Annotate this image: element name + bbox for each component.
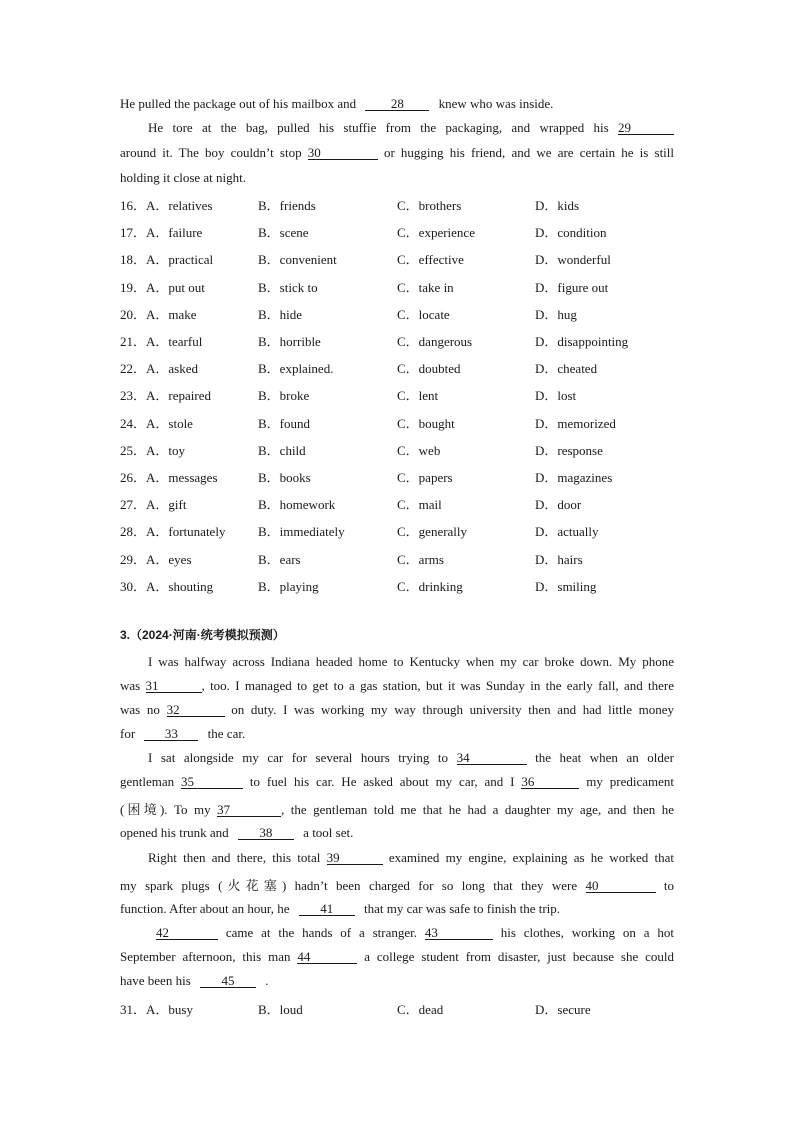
blank-29[interactable]: 29 <box>618 121 674 135</box>
option-text: A．relatives <box>146 198 213 213</box>
passage-line: was no 32 on duty. I was working my way through university then and had little money <box>120 702 675 717</box>
passage-line: (困境). To my 37 , the gentleman told me that he had a daughter my age, and then he <box>120 802 675 817</box>
question-row <box>120 304 680 322</box>
question-row <box>120 576 680 594</box>
option-c[interactable] <box>397 467 453 486</box>
blank-28[interactable]: 28 <box>365 97 429 111</box>
option-a[interactable] <box>120 358 198 377</box>
option-b[interactable] <box>258 249 337 268</box>
option-text: D．memorized <box>535 415 616 431</box>
option-text: A．stole <box>146 415 193 431</box>
option-a[interactable] <box>120 331 202 350</box>
option-d[interactable] <box>535 467 612 486</box>
option-b[interactable] <box>258 549 301 568</box>
option-text: D．secure <box>535 1002 591 1017</box>
option-text: A．messages <box>146 470 218 485</box>
option-b[interactable] <box>258 999 303 1018</box>
option-text: B．ears <box>258 551 301 567</box>
option-b[interactable] <box>258 494 335 513</box>
option-c[interactable] <box>397 304 450 323</box>
option-a[interactable] <box>120 494 186 513</box>
question-number: 26． <box>120 470 147 485</box>
blank-38[interactable]: 38 <box>238 826 294 840</box>
option-text: B．immediately <box>258 524 345 540</box>
option-text: C．dangerous <box>397 334 473 349</box>
option-text: C．drinking <box>397 578 463 594</box>
option-d[interactable] <box>535 549 583 568</box>
option-d[interactable] <box>535 999 591 1018</box>
option-text: C．doubted <box>397 361 461 377</box>
section-heading: 3.（2024·河南·统考模拟预测） <box>120 628 285 642</box>
question-row <box>120 999 680 1017</box>
question-row <box>120 222 680 240</box>
option-b[interactable] <box>258 467 311 486</box>
blank-37[interactable]: 37 <box>217 803 281 817</box>
option-text: B．explained. <box>258 361 334 377</box>
option-a[interactable] <box>120 576 213 595</box>
question-row <box>120 195 680 213</box>
passage-line: function. After about an hour, he 41 that my car was safe to finish the trip. <box>120 901 561 916</box>
option-text: D．kids <box>535 198 580 213</box>
option-text: C．mail <box>397 497 442 513</box>
passage-line: He tore at the bag, pulled his stuffie from the packaging, and wrapped his 29 <box>120 120 674 136</box>
option-text: B．horrible <box>258 334 321 349</box>
option-text: B．stick to <box>258 279 318 295</box>
passage-line: gentleman 35 to fuel his car. He asked about my car, and I 36 my predicament <box>120 774 674 789</box>
question-number: 22． <box>120 361 147 377</box>
option-a[interactable] <box>120 521 225 540</box>
option-c[interactable] <box>397 576 463 595</box>
option-text: C．take in <box>397 279 454 295</box>
option-text: D．actually <box>535 524 599 540</box>
question-row <box>120 277 680 295</box>
option-text: D．smiling <box>535 578 597 594</box>
option-a[interactable] <box>120 277 205 296</box>
option-text: B．loud <box>258 1002 303 1017</box>
option-a[interactable] <box>120 385 211 404</box>
option-d[interactable] <box>535 494 581 513</box>
passage-line: was 31 , too. I managed to get to a gas station, but it was Sunday in the early fall, and there <box>120 678 674 693</box>
option-a[interactable] <box>120 304 197 323</box>
question-number: 27． <box>120 497 147 513</box>
option-c[interactable] <box>397 249 464 268</box>
option-text: C．experience <box>397 225 475 241</box>
option-d[interactable] <box>535 358 597 377</box>
blank-41[interactable]: 41 <box>299 902 355 916</box>
option-d[interactable] <box>535 440 603 459</box>
option-a[interactable] <box>120 249 213 268</box>
blank-31[interactable]: 31 <box>146 679 202 693</box>
passage-line: my spark plugs (火花塞) hadn’t been charged for so long that they were 40 to <box>120 878 675 893</box>
option-text: B．playing <box>258 578 319 594</box>
blank-33[interactable]: 33 <box>144 727 198 741</box>
blank-43[interactable]: 43 <box>425 926 493 940</box>
option-c[interactable] <box>397 385 438 404</box>
option-text: D．lost <box>535 388 577 404</box>
option-a[interactable] <box>120 549 192 568</box>
option-b[interactable] <box>258 277 318 296</box>
option-c[interactable] <box>397 413 455 432</box>
passage-line: holding it close at night. <box>120 170 247 185</box>
option-b[interactable] <box>258 413 310 432</box>
question-number: 16． <box>120 198 147 213</box>
question-number: 31． <box>120 1002 147 1017</box>
passage-line: He pulled the package out of his mailbox and 28 knew who was inside. <box>120 96 554 111</box>
question-number: 28． <box>120 524 147 540</box>
option-text: B．books <box>258 470 311 485</box>
option-text: A．fortunately <box>146 524 226 540</box>
option-text: D．condition <box>535 225 607 241</box>
option-text: A．tearful <box>146 334 203 349</box>
question-row <box>120 249 680 267</box>
option-d[interactable] <box>535 304 577 323</box>
option-text: C．locate <box>397 306 450 322</box>
option-text: D．cheated <box>535 361 598 377</box>
question-number: 19． <box>120 279 147 295</box>
question-row <box>120 358 680 376</box>
option-c[interactable] <box>397 999 443 1018</box>
option-text: D．hairs <box>535 551 583 567</box>
option-d[interactable] <box>535 385 576 404</box>
option-b[interactable] <box>258 304 302 323</box>
passage-line: for 33 the car. <box>120 726 246 741</box>
option-text: A．asked <box>146 361 199 377</box>
option-text: D．disappointing <box>535 334 629 349</box>
option-d[interactable] <box>535 413 616 432</box>
question-number: 30． <box>120 578 147 594</box>
option-d[interactable] <box>535 331 628 350</box>
option-b[interactable] <box>258 331 321 350</box>
option-d[interactable] <box>535 195 579 214</box>
blank-44[interactable]: 44 <box>297 950 357 964</box>
blank-39[interactable]: 39 <box>327 851 383 865</box>
option-text: B．child <box>258 442 306 458</box>
option-text: B．broke <box>258 388 310 404</box>
option-text: C．arms <box>397 551 444 567</box>
option-b[interactable] <box>258 576 319 595</box>
option-text: A．eyes <box>146 551 192 567</box>
option-d[interactable] <box>535 277 608 296</box>
question-row <box>120 385 680 403</box>
option-text: B．convenient <box>258 252 337 268</box>
blank-32[interactable]: 32 <box>167 703 225 717</box>
option-text: C．dead <box>397 1002 444 1017</box>
option-b[interactable] <box>258 358 333 377</box>
blank-40[interactable]: 40 <box>586 879 656 893</box>
option-b[interactable] <box>258 385 309 404</box>
option-text: D．hug <box>535 306 577 322</box>
blank-35[interactable]: 35 <box>181 775 243 789</box>
option-text: D．door <box>535 497 582 513</box>
option-text: C．effective <box>397 252 464 268</box>
option-text: D．response <box>535 442 603 458</box>
option-c[interactable] <box>397 195 461 214</box>
option-text: B．scene <box>258 225 309 241</box>
option-text: A．put out <box>146 279 205 295</box>
option-c[interactable] <box>397 549 444 568</box>
passage-line: opened his trunk and 38 a tool set. <box>120 825 354 840</box>
passage-line: have been his 45 . <box>120 973 269 988</box>
question-number: 17． <box>120 225 147 241</box>
option-c[interactable] <box>397 521 467 540</box>
option-c[interactable] <box>397 440 440 459</box>
option-text: A．toy <box>146 442 186 458</box>
passage-line: 42 came at the hands of a stranger. 43 his clothes, working on a hot <box>156 925 674 940</box>
option-text: D．figure out <box>535 279 609 295</box>
option-d[interactable] <box>535 521 599 540</box>
option-b[interactable] <box>258 440 306 459</box>
option-text: A．failure <box>146 225 203 241</box>
question-row <box>120 331 680 349</box>
option-text: C．brothers <box>397 198 462 213</box>
option-d[interactable] <box>535 249 611 268</box>
option-text: D．magazines <box>535 470 613 485</box>
option-a[interactable] <box>120 440 185 459</box>
option-text: C．web <box>397 442 441 458</box>
passage-line: I was halfway across Indiana headed home to Kentucky when my car broke down. My phone <box>148 654 674 669</box>
question-row <box>120 494 680 512</box>
option-text: B．hide <box>258 306 303 322</box>
question-number: 18． <box>120 252 147 268</box>
passage-line: I sat alongside my car for several hours trying to 34 the heat when an older <box>148 750 674 765</box>
option-text: B．friends <box>258 198 316 213</box>
option-c[interactable] <box>397 222 475 241</box>
option-a[interactable] <box>120 413 193 432</box>
option-d[interactable] <box>535 576 596 595</box>
option-a[interactable] <box>120 467 218 486</box>
option-text: A．gift <box>146 497 187 513</box>
option-text: A．shouting <box>146 578 214 594</box>
option-a[interactable] <box>120 999 193 1018</box>
passage-line: Right then and there, this total 39 examined my engine, explaining as he worked that <box>148 850 675 865</box>
question-number: 24． <box>120 415 147 431</box>
option-text: C．papers <box>397 470 453 485</box>
blank-34[interactable]: 34 <box>457 751 527 765</box>
option-text: A．make <box>146 306 197 322</box>
option-text: C．generally <box>397 524 468 540</box>
blank-42[interactable]: 42 <box>156 926 218 940</box>
option-d[interactable] <box>535 222 607 241</box>
question-number: 21． <box>120 334 147 349</box>
option-text: D．wonderful <box>535 252 611 268</box>
option-a[interactable] <box>120 222 202 241</box>
option-text: A．practical <box>146 252 214 268</box>
option-text: A．busy <box>146 1002 193 1017</box>
question-row <box>120 549 680 567</box>
option-text: B．found <box>258 415 311 431</box>
passage-line: September afternoon, this man 44 a college student from disaster, just because she could <box>120 949 675 964</box>
option-b[interactable] <box>258 195 316 214</box>
blank-30[interactable]: 30 <box>308 146 378 160</box>
option-c[interactable] <box>397 494 442 513</box>
question-number: 29． <box>120 551 147 567</box>
option-text: C．lent <box>397 388 439 404</box>
option-text: C．bought <box>397 415 455 431</box>
option-text: B．homework <box>258 497 336 513</box>
passage-line: around it. The boy couldn’t stop 30 or hugging his friend, and we are certain he is still <box>120 145 675 160</box>
option-b[interactable] <box>258 222 309 241</box>
option-text: A．repaired <box>146 388 211 404</box>
blank-36[interactable]: 36 <box>521 775 579 789</box>
option-c[interactable] <box>397 277 454 296</box>
question-row <box>120 521 680 539</box>
question-number: 20． <box>120 306 147 322</box>
option-a[interactable] <box>120 195 212 214</box>
option-c[interactable] <box>397 358 461 377</box>
option-c[interactable] <box>397 331 472 350</box>
question-number: 23． <box>120 388 147 404</box>
question-number: 25． <box>120 442 147 458</box>
option-b[interactable] <box>258 521 345 540</box>
blank-45[interactable]: 45 <box>200 974 256 988</box>
question-row <box>120 440 680 458</box>
question-row <box>120 467 680 485</box>
question-row <box>120 413 680 431</box>
